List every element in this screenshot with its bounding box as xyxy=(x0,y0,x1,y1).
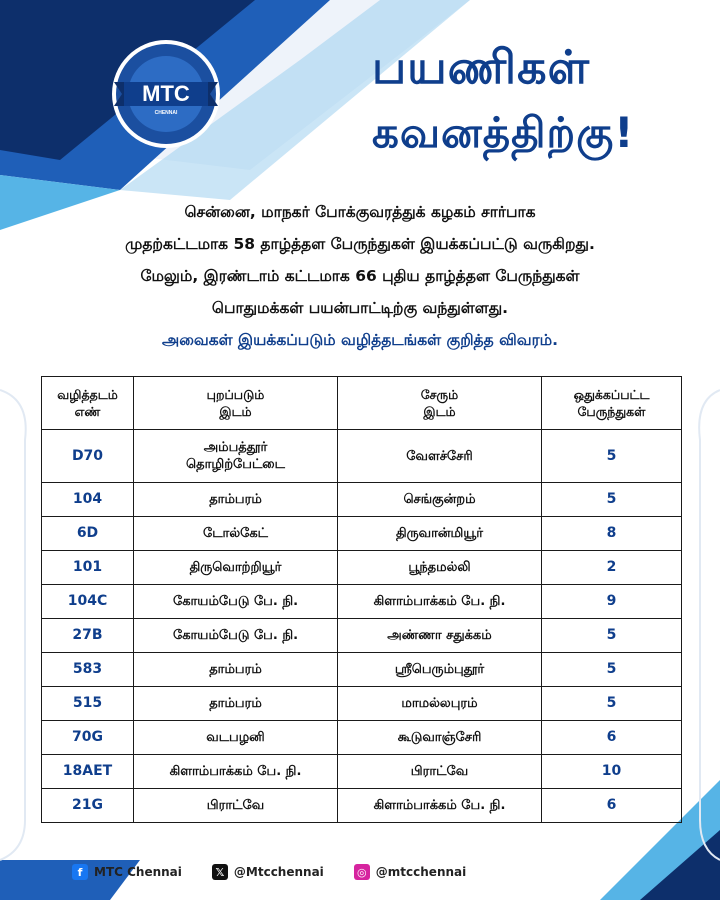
route-cell: 21G xyxy=(42,789,134,823)
logo-text: MTC xyxy=(142,81,190,106)
intro-line5: அவைகள் இயக்கப்படும் வழித்தடங்கள் குறித்த விவரம். xyxy=(162,331,558,349)
x-icon: 𝕏 xyxy=(212,864,228,880)
count-cell: 6 xyxy=(542,721,682,755)
count-cell: 5 xyxy=(542,430,682,483)
instagram-icon: ◎ xyxy=(354,864,370,880)
count-cell: 10 xyxy=(542,755,682,789)
route-cell: 515 xyxy=(42,687,134,721)
from-cell: தாம்பரம் xyxy=(134,653,338,687)
from-cell: கிளாம்பாக்கம் பே. நி. xyxy=(134,755,338,789)
table-row xyxy=(42,551,682,585)
from-cell: டோல்கேட் xyxy=(134,517,338,551)
to-cell: திருவான்மியூர் xyxy=(338,517,542,551)
intro-line3: மேலும், இரண்டாம் கட்டமாக 66 புதிய தாழ்த்தள பேருந்துகள் xyxy=(140,267,580,285)
count-cell: 5 xyxy=(542,653,682,687)
social-footer xyxy=(72,864,490,880)
from-cell: கோயம்பேடு பே. நி. xyxy=(134,585,338,619)
routes-table xyxy=(41,376,682,823)
count-cell: 2 xyxy=(542,551,682,585)
header-count xyxy=(542,377,682,430)
header-route-l1: வழித்தடம் xyxy=(57,387,118,402)
route-cell: 104 xyxy=(42,483,134,517)
to-cell: கிளாம்பாக்கம் பே. நி. xyxy=(338,585,542,619)
instagram-handle: @mtcchennai xyxy=(375,865,467,879)
count-cell: 5 xyxy=(542,687,682,721)
count-cell: 9 xyxy=(542,585,682,619)
intro-line1: சென்னை, மாநகர் போக்குவரத்துக் கழகம் சார்பாக xyxy=(184,203,536,221)
header-to-l1: சேரும் xyxy=(420,387,459,402)
header-count-l2: பேருந்துகள் xyxy=(577,404,646,419)
from-cell xyxy=(134,430,338,483)
header-to xyxy=(338,377,542,430)
route-cell: 101 xyxy=(42,551,134,585)
to-cell: பிராட்வே xyxy=(338,755,542,789)
to-cell: ஸ்ரீபெரும்புதூர் xyxy=(338,653,542,687)
from-cell-l2: தொழிற்பேட்டை xyxy=(186,457,285,472)
x-handle: @Mtcchennai xyxy=(233,865,324,879)
route-cell: 18AET xyxy=(42,755,134,789)
facebook-handle: MTC Chennai xyxy=(94,865,182,879)
title-line2: கவனத்திற்கு! xyxy=(372,108,635,157)
route-cell: 70G xyxy=(42,721,134,755)
from-cell: தாம்பரம் xyxy=(134,483,338,517)
count-cell: 8 xyxy=(542,517,682,551)
facebook-icon: f xyxy=(72,864,88,880)
table-row xyxy=(42,619,682,653)
from-cell: வடபழனி xyxy=(134,721,338,755)
table-row xyxy=(42,585,682,619)
header-to-l2: இடம் xyxy=(423,404,456,419)
intro-line2: முதற்கட்டமாக 58 தாழ்த்தள பேருந்துகள் இயக்கப்பட்டு வருகிறது. xyxy=(125,235,595,253)
route-cell: 583 xyxy=(42,653,134,687)
to-cell: வேளச்சேரி xyxy=(338,430,542,483)
intro-text xyxy=(20,196,700,356)
table-row xyxy=(42,430,682,483)
instagram-link[interactable] xyxy=(354,864,466,880)
intro-line4: பொதுமக்கள் பயன்பாட்டிற்கு வந்துள்ளது. xyxy=(211,299,509,317)
route-cell: D70 xyxy=(42,430,134,483)
to-cell: கூடுவாஞ்சேரி xyxy=(338,721,542,755)
header-from xyxy=(134,377,338,430)
header-route xyxy=(42,377,134,430)
to-cell: கிளாம்பாக்கம் பே. நி. xyxy=(338,789,542,823)
header-from-l2: இடம் xyxy=(219,404,252,419)
table-row xyxy=(42,789,682,823)
x-link[interactable] xyxy=(212,864,324,880)
route-cell: 104C xyxy=(42,585,134,619)
title-line1: பயணிகள் xyxy=(372,40,591,94)
table-row xyxy=(42,483,682,517)
to-cell: செங்குன்றம் xyxy=(338,483,542,517)
header-count-l1: ஒதுக்கப்பட்ட xyxy=(573,387,650,402)
header-from-l1: புறப்படும் xyxy=(206,387,265,402)
facebook-link[interactable] xyxy=(72,864,182,880)
route-cell: 6D xyxy=(42,517,134,551)
to-cell: மாமல்லபுரம் xyxy=(338,687,542,721)
to-cell: பூந்தமல்லி xyxy=(338,551,542,585)
header-route-l2: எண் xyxy=(74,404,101,419)
to-cell: அண்ணா சதுக்கம் xyxy=(338,619,542,653)
table-header-row xyxy=(42,377,682,430)
count-cell: 5 xyxy=(542,619,682,653)
table-row xyxy=(42,721,682,755)
table-row xyxy=(42,755,682,789)
routes-table-wrap xyxy=(41,376,681,823)
logo-subtext: CHENNAI xyxy=(154,110,178,116)
mtc-logo xyxy=(110,38,222,150)
from-cell-l1: அம்பத்தூர் xyxy=(203,440,268,455)
from-cell: கோயம்பேடு பே. நி. xyxy=(134,619,338,653)
table-row xyxy=(42,653,682,687)
table-row xyxy=(42,687,682,721)
count-cell: 6 xyxy=(542,789,682,823)
from-cell: திருவொற்றியூர் xyxy=(134,551,338,585)
from-cell: தாம்பரம் xyxy=(134,687,338,721)
table-row xyxy=(42,517,682,551)
route-cell: 27B xyxy=(42,619,134,653)
from-cell: பிராட்வே xyxy=(134,789,338,823)
count-cell: 5 xyxy=(542,483,682,517)
